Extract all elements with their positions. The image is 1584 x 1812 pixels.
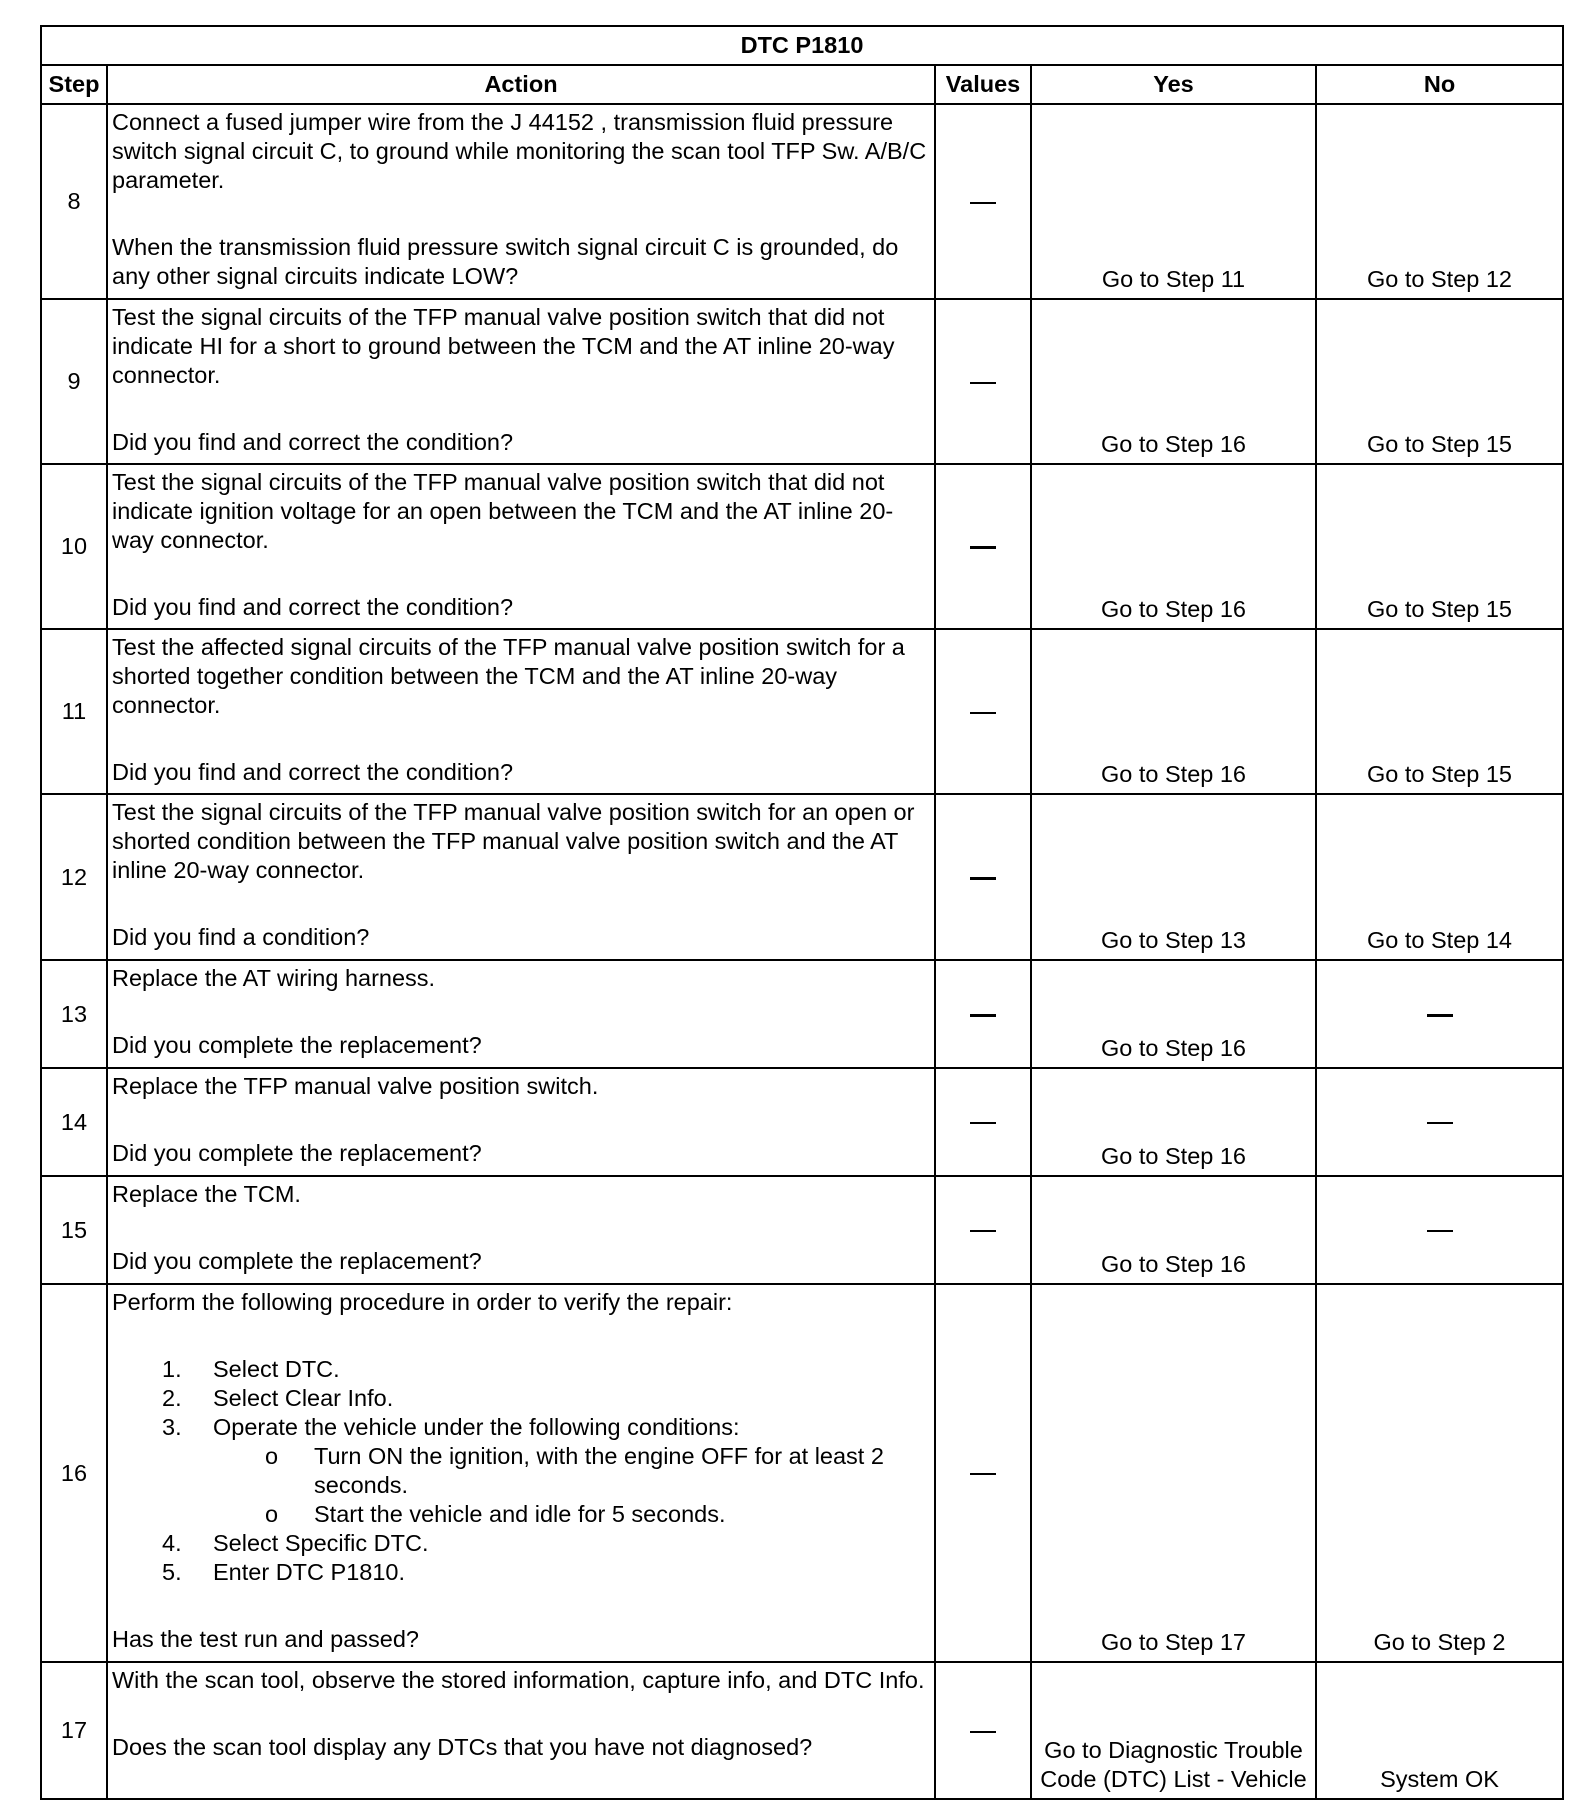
yes-link[interactable]: Go to Step 16 (1031, 960, 1316, 1068)
step-number: 17 (41, 1662, 107, 1799)
step-number: 15 (41, 1176, 107, 1284)
dash-icon (970, 546, 996, 549)
yes-link[interactable]: Go to Step 16 (1031, 629, 1316, 794)
action-question: Did you complete the replacement? (112, 1140, 482, 1166)
dash-icon (970, 1473, 996, 1475)
action-cell (107, 104, 935, 299)
table-row (41, 464, 1563, 629)
action-cell (107, 960, 935, 1068)
step-number: 11 (41, 629, 107, 794)
procedure-substep: o Turn ON the ignition, with the engine OFF for at least 2 seconds. (265, 1443, 884, 1498)
yes-link[interactable]: Go to Diagnostic Trouble Code (DTC) List - Vehicle (1031, 1662, 1316, 1799)
action-question: Did you find a condition? (112, 924, 370, 950)
procedure-step: 2. Select Clear Info. (162, 1385, 394, 1411)
procedure-step: 3. Operate the vehicle under the following conditions: o Turn ON the ignition, with the engine OFF for at least 2 seconds. o Start the vehicle and idle for 5 seconds. (112, 1413, 930, 1529)
step-number: 13 (41, 960, 107, 1068)
action-question: Has the test run and passed? (112, 1626, 420, 1652)
action-cell (107, 1284, 935, 1662)
dash-icon (970, 202, 996, 204)
dash-icon (970, 1731, 996, 1733)
yes-link[interactable]: Go to Step 11 (1031, 104, 1316, 299)
action-text: Replace the TCM. (112, 1181, 301, 1207)
procedure-substep: o Start the vehicle and idle for 5 seconds. (265, 1501, 726, 1527)
table-row (41, 794, 1563, 960)
dash-icon (1427, 1014, 1453, 1017)
action-question: Did you find and correct the condition? (112, 759, 514, 785)
procedure-step: 4. Select Specific DTC. (162, 1530, 429, 1556)
dash-icon (970, 1122, 996, 1124)
table-row (41, 1068, 1563, 1176)
dash-icon (970, 877, 996, 880)
no-link[interactable]: System OK (1316, 1662, 1563, 1799)
procedure-step: 5. Enter DTC P1810. (162, 1559, 406, 1585)
table-row (41, 1284, 1563, 1662)
action-text: With the scan tool, observe the stored information, capture info, and DTC Info. (112, 1667, 925, 1693)
step-number: 16 (41, 1284, 107, 1662)
dash-icon (970, 712, 996, 714)
dash-icon (1427, 1230, 1453, 1232)
yes-link[interactable]: Go to Step 16 (1031, 1068, 1316, 1176)
table-row (41, 960, 1563, 1068)
action-question: Does the scan tool display any DTCs that you have not diagnosed? (112, 1734, 813, 1760)
no-link[interactable]: Go to Step 15 (1316, 299, 1563, 464)
action-text: Test the signal circuits of the TFP manual valve position switch for an open or shorted condition between the TFP manual valve position switch and the AT inline 20-way connector. (112, 799, 915, 883)
dash-icon (970, 382, 996, 384)
header-yes: Yes (1031, 65, 1316, 104)
values-cell (935, 1662, 1031, 1799)
dtc-table (40, 25, 1564, 1800)
table-row (41, 1662, 1563, 1799)
action-cell (107, 1662, 935, 1799)
action-text: Connect a fused jumper wire from the J 44152 , transmission fluid pressure switch signal circuit C, to ground while monitoring the scan tool TFP Sw. A/B/C parameter. (112, 109, 927, 193)
values-cell (935, 960, 1031, 1068)
step-number: 10 (41, 464, 107, 629)
no-cell (1316, 1068, 1563, 1176)
action-text: Perform the following procedure in order to verify the repair: (112, 1289, 733, 1315)
dash-icon (970, 1230, 996, 1232)
values-cell (935, 629, 1031, 794)
bullet-icon: o (265, 1501, 279, 1527)
no-link[interactable]: Go to Step 2 (1316, 1284, 1563, 1662)
no-cell (1316, 960, 1563, 1068)
values-cell (935, 794, 1031, 960)
action-text: Test the signal circuits of the TFP manual valve position switch that did not indicate HI for a short to ground between the TCM and the AT inline 20-way connector. (112, 304, 895, 388)
step-number: 12 (41, 794, 107, 960)
table-row (41, 629, 1563, 794)
step-number: 9 (41, 299, 107, 464)
header-action: Action (107, 65, 935, 104)
step-number: 14 (41, 1068, 107, 1176)
no-link[interactable]: Go to Step 14 (1316, 794, 1563, 960)
step-number: 8 (41, 104, 107, 299)
action-cell (107, 794, 935, 960)
yes-link[interactable]: Go to Step 17 (1031, 1284, 1316, 1662)
dash-icon (970, 1014, 996, 1017)
bullet-icon: o (265, 1443, 279, 1469)
no-link[interactable]: Go to Step 15 (1316, 629, 1563, 794)
no-link[interactable]: Go to Step 15 (1316, 464, 1563, 629)
procedure-sublist (213, 1442, 930, 1529)
action-text: Test the affected signal circuits of the TFP manual valve position switch for a shorted together condition between the TCM and the AT inline 20-way connector. (112, 634, 905, 718)
values-cell (935, 1284, 1031, 1662)
header-values: Values (935, 65, 1031, 104)
no-cell (1316, 1176, 1563, 1284)
action-question: When the transmission fluid pressure switch signal circuit C is grounded, do any other signal circuits indicate LOW? (112, 234, 899, 289)
action-text: Replace the AT wiring harness. (112, 965, 436, 991)
table-row (41, 104, 1563, 299)
action-cell (107, 464, 935, 629)
action-cell (107, 299, 935, 464)
action-text: Test the signal circuits of the TFP manual valve position switch that did not indicate ignition voltage for an open between the TCM and the AT inline 20-way connector. (112, 469, 894, 553)
action-cell (107, 629, 935, 794)
yes-link[interactable]: Go to Step 16 (1031, 464, 1316, 629)
action-question: Did you find and correct the condition? (112, 594, 514, 620)
table-row (41, 299, 1563, 464)
header-step: Step (41, 65, 107, 104)
values-cell (935, 464, 1031, 629)
action-text: Replace the TFP manual valve position switch. (112, 1073, 599, 1099)
action-question: Did you find and correct the condition? (112, 429, 514, 455)
table-row (41, 1176, 1563, 1284)
yes-link[interactable]: Go to Step 13 (1031, 794, 1316, 960)
values-cell (935, 104, 1031, 299)
values-cell (935, 1068, 1031, 1176)
values-cell (935, 299, 1031, 464)
action-cell (107, 1068, 935, 1176)
procedure-list (112, 1355, 930, 1587)
dash-icon (1427, 1122, 1453, 1124)
no-link[interactable]: Go to Step 12 (1316, 104, 1563, 299)
action-cell (107, 1176, 935, 1284)
table-title: DTC P1810 (41, 26, 1563, 65)
action-question: Did you complete the replacement? (112, 1248, 482, 1274)
values-cell (935, 1176, 1031, 1284)
action-question: Did you complete the replacement? (112, 1032, 482, 1058)
header-no: No (1316, 65, 1563, 104)
yes-link[interactable]: Go to Step 16 (1031, 1176, 1316, 1284)
yes-link[interactable]: Go to Step 16 (1031, 299, 1316, 464)
procedure-step: 1. Select DTC. (162, 1356, 340, 1382)
